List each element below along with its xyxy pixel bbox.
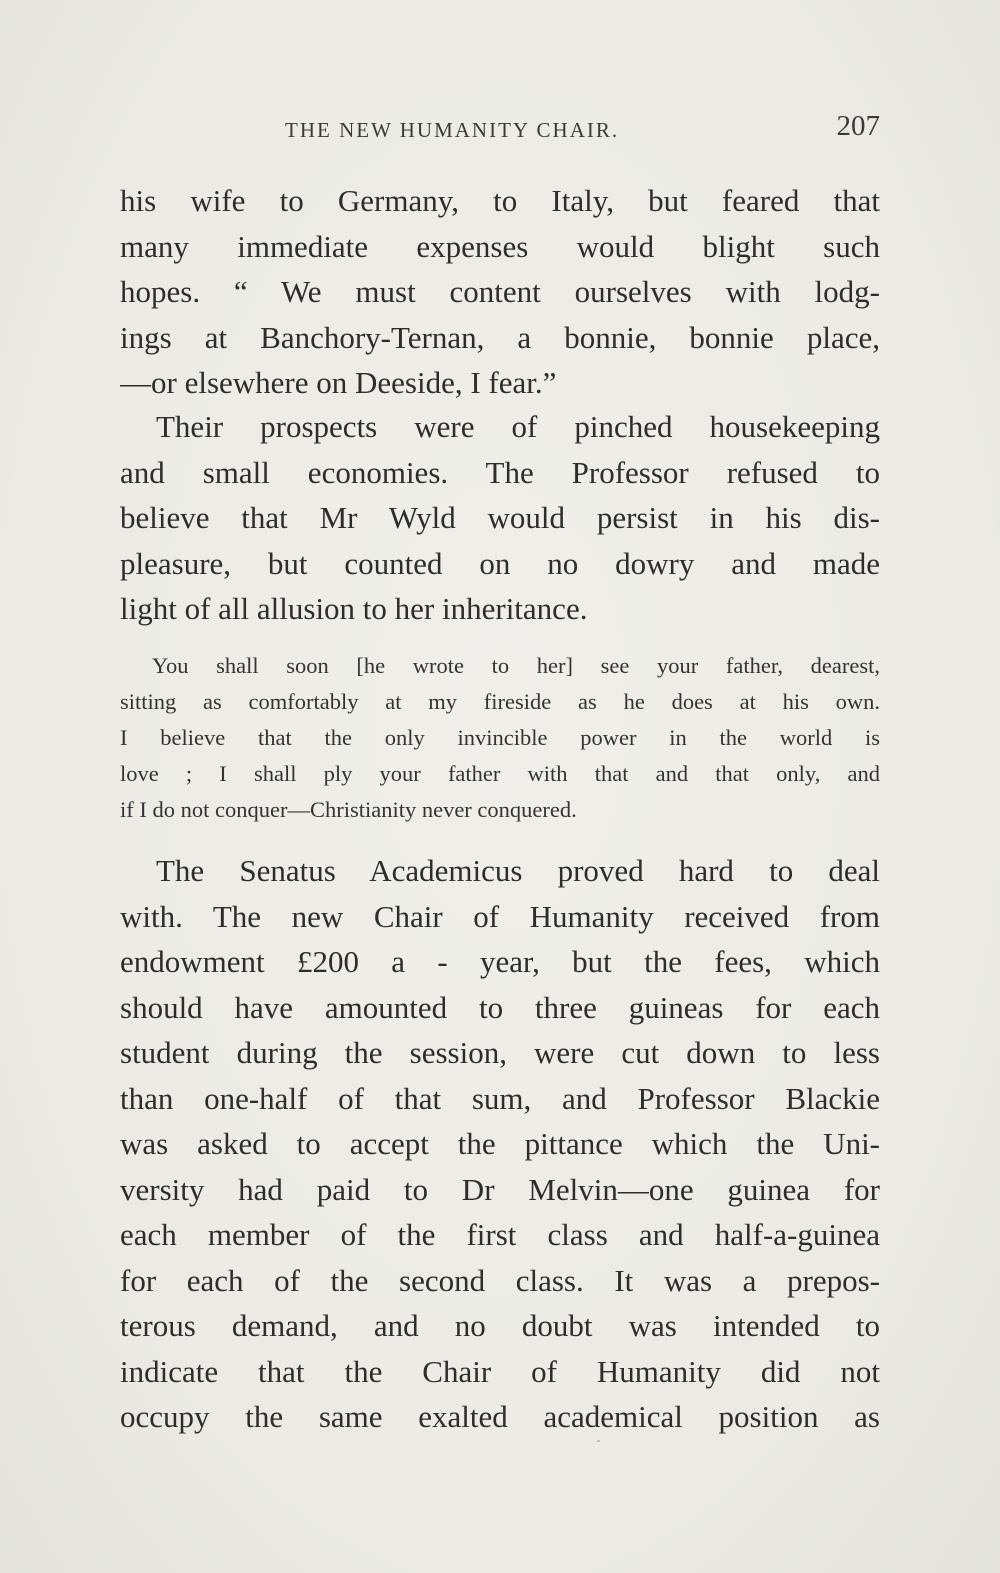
page-number: 207 xyxy=(836,110,880,142)
quote-line: love ; I shall ply your father with that and that only, and xyxy=(120,761,880,786)
quote-line: You shall soon [he wrote to her] see your father, dearest, xyxy=(152,653,880,678)
paper-speck xyxy=(597,1440,600,1442)
quote-line: sitting as comfortably at my fireside as he does at his own. xyxy=(120,689,880,714)
text-line: terous demand, and no doubt was intended to xyxy=(120,1308,880,1343)
paragraph-3 xyxy=(120,848,880,1440)
text-line: The Senatus Academicus proved hard to deal xyxy=(156,853,880,888)
text-line: indicate that the Chair of Humanity did not xyxy=(120,1353,880,1389)
text-line: Their prospects were of pinched housekeeping xyxy=(156,409,880,444)
text-line: his wife to Germany, to Italy, but feared that xyxy=(120,183,880,218)
quote-line: I believe that the only invincible power in the world is xyxy=(120,725,880,750)
paragraph-2 xyxy=(120,404,880,632)
running-title: THE NEW HUMANITY CHAIR. xyxy=(285,118,620,142)
running-head xyxy=(120,110,880,150)
text-line: ings at Banchory-Ternan, a bonnie, bonnie place, xyxy=(120,319,880,355)
text-line: with. The new Chair of Humanity received from xyxy=(120,898,880,934)
text-line: than one-half of that sum, and Professor Blackie xyxy=(120,1080,880,1116)
text-line: for each of the second class. It was a prepos- xyxy=(120,1262,880,1298)
text-line: each member of the first class and half-a-guinea xyxy=(120,1217,880,1252)
text-line: hopes. “ We must content ourselves with lodg- xyxy=(120,274,880,309)
quote-line: if I do not conquer—Christianity never conquered. xyxy=(120,797,577,822)
text-line: versity had paid to Dr Melvin—one guinea for xyxy=(120,1171,880,1207)
text-line: pleasure, but counted on no dowry and made xyxy=(120,545,880,581)
text-line: many immediate expenses would blight such xyxy=(120,228,880,264)
text-line: endowment £200 a - year, but the fees, which xyxy=(120,944,880,979)
text-line: light of all allusion to her inheritance. xyxy=(120,591,588,626)
text-line: should have amounted to three guineas for each xyxy=(120,989,880,1025)
text-line: occupy the same exalted academical position as xyxy=(120,1399,880,1434)
text-line: believe that Mr Wyld would persist in his dis- xyxy=(120,500,880,535)
text-line: and small economies. The Professor refused to xyxy=(120,454,880,490)
text-line: —or elsewhere on Deeside, I fear.” xyxy=(120,365,557,400)
text-line: was asked to accept the pittance which the Uni- xyxy=(120,1126,880,1161)
block-quote xyxy=(120,648,880,828)
paragraph-1 xyxy=(120,178,880,406)
text-line: student during the session, were cut down to less xyxy=(120,1035,880,1070)
